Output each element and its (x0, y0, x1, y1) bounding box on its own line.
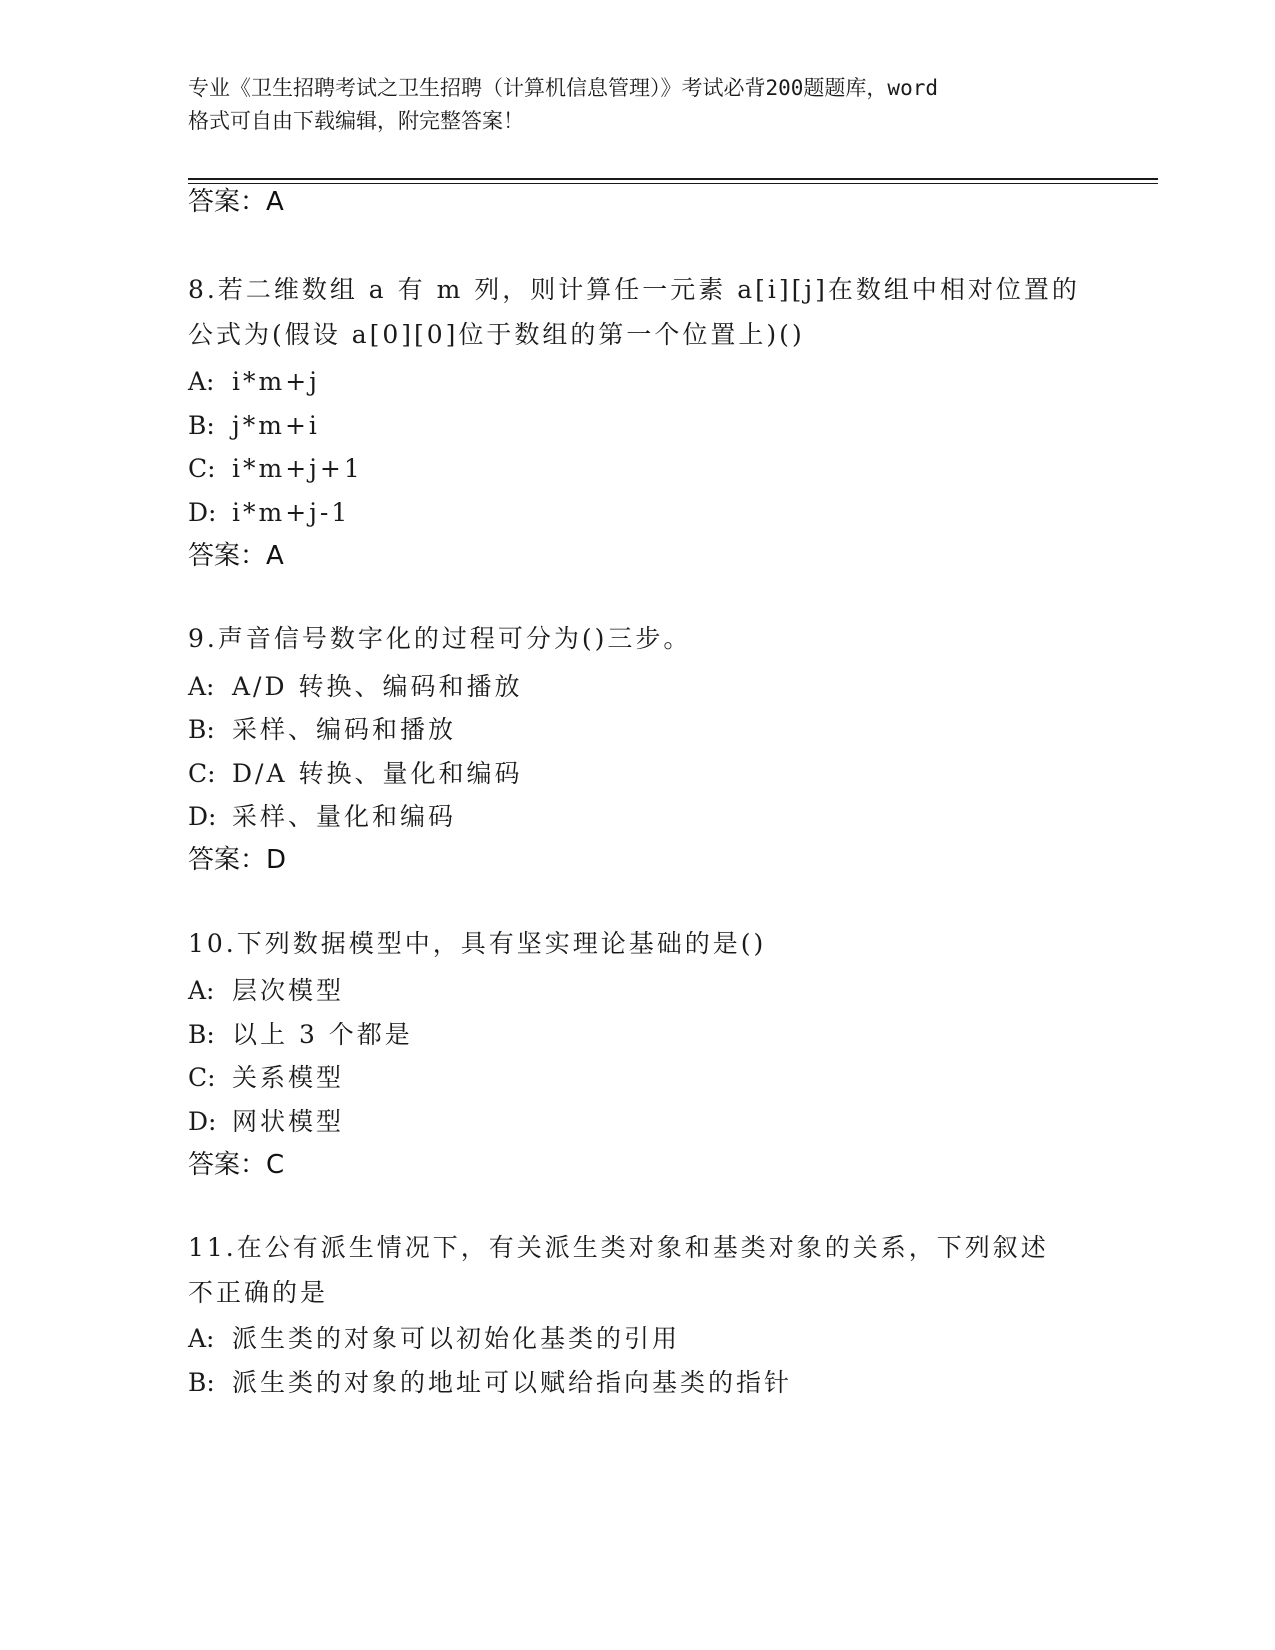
option-text: 网状模型 (232, 1107, 345, 1136)
option-text: i*m+j-1 (232, 498, 351, 527)
question-text: 8.若二维数组 a 有 m 列，则计算任一元素 a[i][j]在数组中相对位置的 (188, 275, 1080, 304)
option-key: D: (188, 498, 217, 527)
answer-line: 答案：D (188, 845, 287, 875)
option-key: A: (188, 367, 215, 396)
option-key: C: (188, 454, 216, 483)
option-text: 以上 3 个都是 (232, 1020, 413, 1049)
option-key: A: (188, 1324, 215, 1353)
question-text: 不正确的是 (188, 1278, 329, 1307)
question-text: 10.下列数据模型中，具有坚实理论基础的是() (188, 929, 767, 958)
option-text: 关系模型 (232, 1063, 345, 1092)
option-text: j*m+i (232, 411, 320, 440)
option-text: 层次模型 (232, 976, 345, 1005)
question-9 (188, 616, 1088, 661)
header-rule-thin (188, 183, 1158, 184)
option-key: C: (188, 1063, 216, 1092)
option-a (188, 973, 344, 1009)
option-key: B: (188, 715, 215, 744)
header-line-2: 格式可自由下载编辑，附完整答案！ (188, 109, 524, 133)
option-c (188, 1060, 344, 1096)
answer-line: 答案：A (188, 187, 284, 217)
option-d (188, 799, 456, 835)
option-d (188, 495, 350, 531)
answer-line: 答案：A (188, 541, 284, 571)
option-text: i*m+j+1 (232, 454, 363, 483)
option-text: A/D 转换、编码和播放 (232, 672, 523, 701)
option-text: 派生类的对象可以初始化基类的引用 (232, 1324, 681, 1353)
option-text: D/A 转换、量化和编码 (232, 759, 523, 788)
option-key: B: (188, 411, 215, 440)
answer-line: 答案：C (188, 1150, 285, 1180)
option-b (188, 712, 456, 748)
option-key: A: (188, 976, 215, 1005)
option-text: 派生类的对象的地址可以赋给指向基类的指针 (232, 1368, 793, 1397)
option-b (188, 1365, 792, 1401)
option-a (188, 1321, 680, 1357)
option-key: C: (188, 759, 216, 788)
option-c (188, 451, 363, 487)
question-11 (188, 1225, 1088, 1315)
question-10 (188, 921, 1088, 966)
option-a (188, 669, 522, 705)
question-text: 11.在公有派生情况下，有关派生类对象和基类对象的关系，下列叙述 (188, 1233, 1049, 1262)
option-c (188, 756, 522, 792)
option-d (188, 1104, 344, 1140)
question-text: 公式为(假设 a[0][0]位于数组的第一个位置上)() (188, 320, 805, 349)
option-text: 采样、量化和编码 (232, 802, 457, 831)
question-8 (188, 267, 1088, 357)
header-rule-thick (188, 178, 1158, 180)
option-b (188, 1017, 413, 1053)
option-text: i*m+j (232, 367, 320, 396)
option-key: A: (188, 672, 215, 701)
option-key: B: (188, 1368, 215, 1397)
header-line-1: 专业《卫生招聘考试之卫生招聘（计算机信息管理）》考试必背200题题库，word (188, 76, 938, 100)
option-b (188, 408, 320, 444)
option-key: B: (188, 1020, 215, 1049)
option-a (188, 364, 320, 400)
question-text: 9.声音信号数字化的过程可分为()三步。 (188, 624, 692, 653)
document-header (188, 72, 1088, 138)
option-text: 采样、编码和播放 (232, 715, 457, 744)
option-key: D: (188, 1107, 217, 1136)
option-key: D: (188, 802, 217, 831)
